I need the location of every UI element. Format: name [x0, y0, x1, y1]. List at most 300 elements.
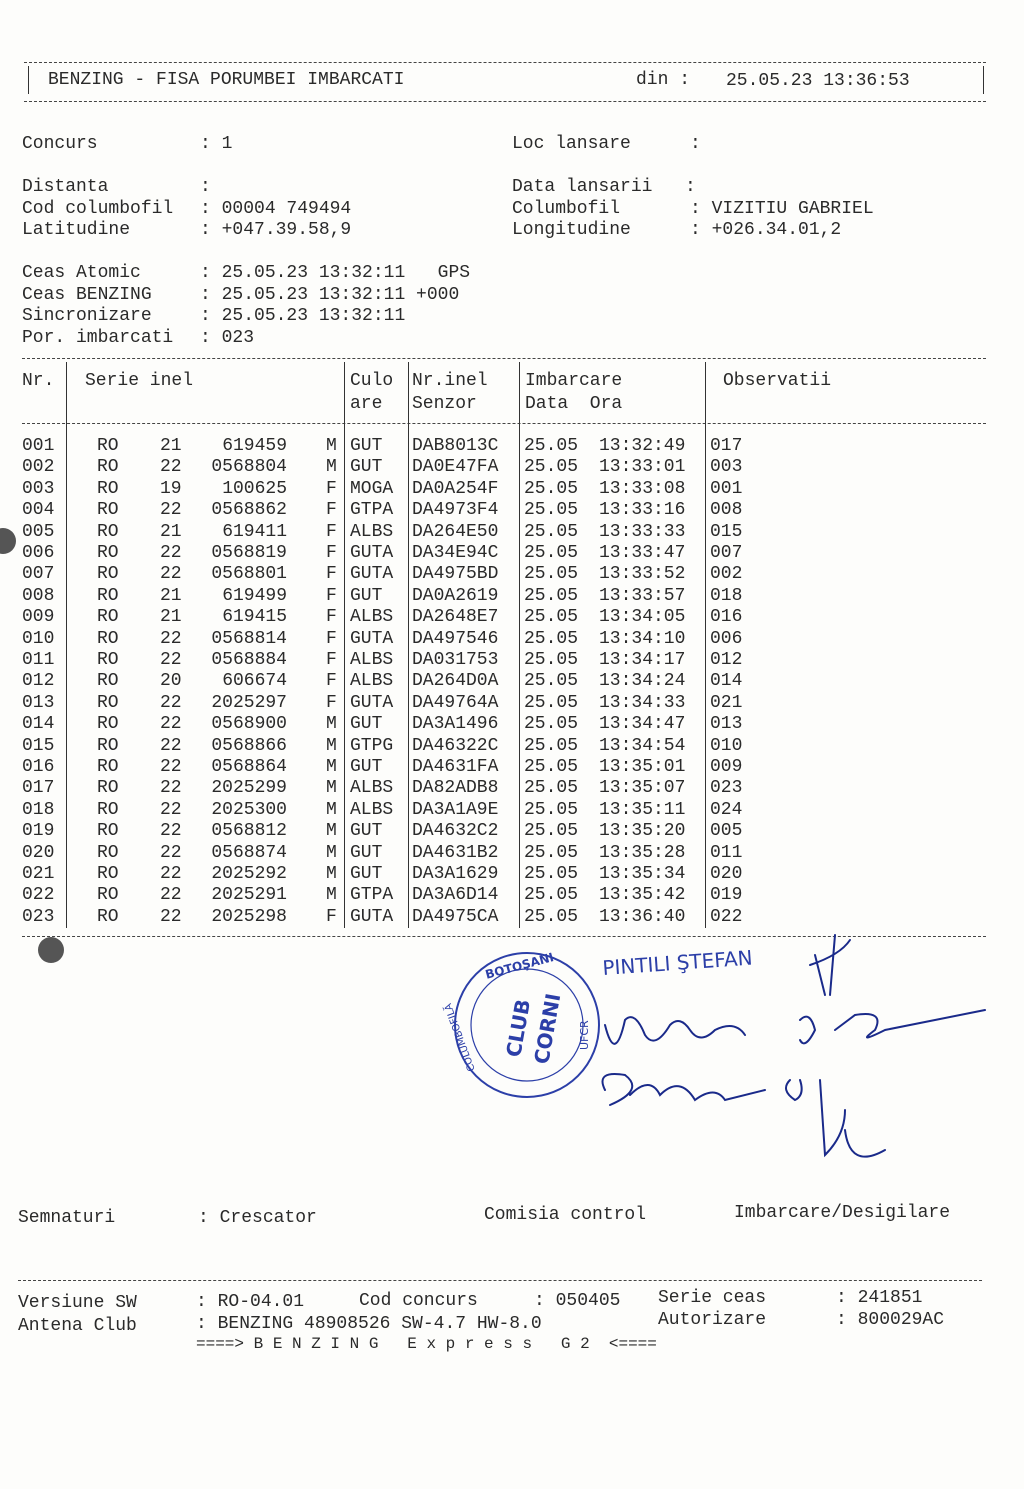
cell-year: 22	[160, 650, 182, 670]
cell-sensor: DA82ADB8	[412, 778, 499, 799]
sincronizare-label: Sincronizare	[22, 306, 152, 326]
table-row	[0, 864, 1024, 885]
cell-time: 13:33:57	[599, 585, 686, 606]
cell-observatii: 013	[710, 714, 743, 735]
concurs-label: Concurs	[22, 134, 98, 154]
cell-date: 25.05	[524, 778, 579, 799]
cell-color: GUT	[350, 585, 383, 606]
cell-nr: 014	[22, 714, 55, 735]
cell-sensor: DA3A6D14	[412, 885, 499, 906]
document-title: BENZING - FISA PORUMBEI IMBARCATI	[48, 70, 405, 90]
cell-year: 22	[160, 885, 182, 906]
cell-country: RO	[97, 799, 119, 820]
cell-ring-number: 2025300	[211, 799, 287, 820]
cell-observatii: 011	[710, 842, 743, 863]
din-label: din :	[636, 70, 691, 90]
cell-observatii: 003	[710, 457, 743, 478]
cell-sensor: DA4632C2	[412, 821, 499, 842]
cell-observatii: 008	[710, 500, 743, 521]
cell-country: RO	[97, 692, 119, 713]
cell-color: ALBS	[350, 607, 394, 628]
cell-nr: 002	[22, 457, 55, 478]
cell-ring-number: 0568900	[211, 714, 287, 735]
cell-country: RO	[97, 821, 119, 842]
cell-year: 20	[160, 671, 182, 692]
cell-sensor: DA2648E7	[412, 607, 499, 628]
cell-year: 21	[160, 521, 182, 542]
cell-ring-number: 619411	[222, 521, 287, 542]
cell-year: 21	[160, 436, 182, 456]
cell-time: 13:35:34	[599, 864, 686, 884]
cell-sensor: DA3A1496	[412, 714, 499, 735]
cell-year: 22	[160, 500, 182, 521]
cell-ring-number: 0568804	[211, 457, 287, 478]
table-row	[0, 736, 1024, 757]
cell-sex: M	[326, 799, 337, 820]
cell-sex: M	[326, 436, 337, 456]
cell-sex: M	[326, 842, 337, 863]
footer-rule	[18, 1280, 982, 1281]
cell-year: 22	[160, 864, 182, 884]
stamp-name-pintili: PINTILI ŞTEFAN	[601, 945, 754, 980]
cell-date: 25.05	[524, 714, 579, 735]
header-bottom-rule	[24, 101, 986, 102]
cell-nr: 012	[22, 671, 55, 692]
cell-sensor: DA0A2619	[412, 585, 499, 606]
table-row	[0, 629, 1024, 650]
por-imbarcati-label: Por. imbarcati	[22, 328, 174, 348]
cell-observatii: 014	[710, 671, 743, 692]
table-row	[0, 714, 1024, 735]
cell-ring-number: 100625	[222, 478, 287, 499]
cell-date: 25.05	[524, 735, 579, 756]
cell-country: RO	[97, 864, 119, 884]
cell-time: 13:34:47	[599, 714, 686, 735]
cell-color: GTPG	[350, 735, 394, 756]
cell-sex: M	[326, 864, 337, 884]
cod-concurs-label: Cod concurs	[359, 1291, 478, 1311]
cell-nr: 013	[22, 692, 55, 713]
table-row	[0, 586, 1024, 607]
cell-date: 25.05	[524, 671, 579, 692]
serie-ceas-value: 241851	[857, 1288, 923, 1308]
versiune-label: Versiune SW	[18, 1293, 137, 1313]
cell-year: 22	[160, 821, 182, 842]
cell-date: 25.05	[524, 478, 579, 499]
cell-sex: F	[326, 521, 337, 542]
cell-time: 13:32:49	[599, 436, 686, 456]
por-imbarcati-value: 023	[221, 328, 255, 348]
cell-year: 22	[160, 564, 182, 585]
cod-concurs-value: 050405	[555, 1291, 621, 1311]
cell-date: 25.05	[524, 885, 579, 906]
cell-year: 21	[160, 585, 182, 606]
cell-color: GUT	[350, 757, 383, 777]
cell-color: GUT	[350, 842, 383, 863]
cell-date: 25.05	[524, 436, 579, 456]
cell-sex: M	[326, 735, 337, 756]
cell-ring-number: 619415	[222, 607, 287, 628]
cell-year: 19	[160, 478, 182, 499]
signature-comisia-control: Comisia control	[484, 1205, 647, 1225]
signature-crescator: Crescator	[219, 1208, 317, 1228]
ceas-atomic-value: 25.05.23 13:32:11 GPS	[221, 263, 471, 283]
cell-observatii: 018	[710, 585, 743, 606]
cell-observatii: 002	[710, 564, 743, 585]
cell-sex: F	[326, 650, 337, 670]
cell-sex: F	[326, 585, 337, 606]
cell-country: RO	[97, 885, 119, 906]
cell-nr: 015	[22, 735, 55, 756]
cell-color: ALBS	[350, 799, 394, 820]
cell-country: RO	[97, 500, 119, 521]
table-row	[0, 821, 1024, 842]
cell-sex: M	[326, 778, 337, 799]
latitudine-label: Latitudine	[22, 220, 131, 240]
cell-observatii: 007	[710, 543, 743, 563]
cell-observatii: 020	[710, 864, 743, 884]
cell-ring-number: 2025292	[211, 864, 287, 884]
table-row	[0, 885, 1024, 906]
data-lansarii-label: Data lansarii	[512, 177, 653, 197]
cell-sex: F	[326, 906, 337, 927]
cell-date: 25.05	[524, 864, 579, 884]
cell-country: RO	[97, 628, 119, 649]
table-row	[0, 436, 1024, 457]
cell-observatii: 019	[710, 885, 743, 906]
stamp-text-corni: CORNI	[529, 991, 566, 1066]
col-header-culoare: Culo	[350, 371, 394, 391]
cell-sensor: DA264D0A	[412, 671, 499, 692]
cell-date: 25.05	[524, 607, 579, 628]
cell-color: ALBS	[350, 521, 394, 542]
cell-color: GUTA	[350, 692, 394, 713]
cell-sensor: DA0E47FA	[412, 457, 499, 478]
signatures-label: Semnaturi	[18, 1208, 116, 1228]
cell-time: 13:34:24	[599, 671, 686, 692]
cell-time: 13:34:10	[599, 628, 686, 649]
cell-time: 13:33:08	[599, 478, 686, 499]
cell-observatii: 005	[710, 821, 743, 842]
punch-hole	[38, 937, 64, 963]
cell-color: GUT	[350, 864, 383, 884]
cell-sensor: DA264E50	[412, 521, 499, 542]
cell-observatii: 024	[710, 799, 743, 820]
cell-time: 13:35:07	[599, 778, 686, 799]
cell-color: GTPA	[350, 500, 394, 521]
cell-year: 22	[160, 778, 182, 799]
cell-nr: 019	[22, 821, 55, 842]
cell-sensor: DA46322C	[412, 735, 499, 756]
stamp-text-top: BOTOŞANI	[483, 950, 556, 982]
cell-nr: 004	[22, 500, 55, 521]
table-row	[0, 843, 1024, 864]
cell-sensor: DA4631B2	[412, 842, 499, 863]
cell-color: GUTA	[350, 906, 394, 927]
cell-nr: 005	[22, 521, 55, 542]
autorizare-value: 800029AC	[857, 1310, 945, 1330]
cell-time: 13:34:17	[599, 650, 686, 670]
cell-sensor: DA0A254F	[412, 478, 499, 499]
cell-time: 13:33:52	[599, 564, 686, 585]
cell-country: RO	[97, 478, 119, 499]
cell-country: RO	[97, 436, 119, 456]
cell-sex: F	[326, 478, 337, 499]
cell-nr: 009	[22, 607, 55, 628]
cell-date: 25.05	[524, 692, 579, 713]
cell-year: 22	[160, 714, 182, 735]
cell-sex: M	[326, 714, 337, 735]
cell-date: 25.05	[524, 628, 579, 649]
cell-observatii: 010	[710, 735, 743, 756]
cell-color: MOGA	[350, 478, 394, 499]
cell-observatii: 016	[710, 607, 743, 628]
cell-date: 25.05	[524, 650, 579, 670]
table-row	[0, 757, 1024, 778]
cell-observatii: 009	[710, 757, 743, 777]
cell-sex: F	[326, 564, 337, 585]
cell-country: RO	[97, 757, 119, 777]
cell-sex: F	[326, 607, 337, 628]
cell-sensor: DA3A1A9E	[412, 799, 499, 820]
header-right-border	[983, 66, 984, 94]
cell-year: 22	[160, 842, 182, 863]
cell-sex: F	[326, 500, 337, 521]
concurs-value: 1	[221, 134, 233, 154]
header-top-rule	[24, 62, 986, 63]
cell-time: 13:35:28	[599, 842, 686, 863]
table-row	[0, 522, 1024, 543]
cell-sensor: DA3A1629	[412, 864, 499, 884]
col-header-data-ora: Data Ora	[525, 394, 623, 414]
cell-observatii: 023	[710, 778, 743, 799]
cell-nr: 011	[22, 650, 55, 670]
cell-ring-number: 2025291	[211, 885, 287, 906]
cell-country: RO	[97, 521, 119, 542]
cell-nr: 020	[22, 842, 55, 863]
cell-ring-number: 2025297	[211, 692, 287, 713]
cell-nr: 010	[22, 628, 55, 649]
cell-ring-number: 0568812	[211, 821, 287, 842]
versiune-value: RO-04.01	[217, 1292, 305, 1312]
cell-time: 13:34:05	[599, 607, 686, 628]
longitudine-label: Longitudine	[512, 220, 631, 240]
cell-year: 22	[160, 457, 182, 478]
cell-sex: F	[326, 692, 337, 713]
stamp-text-left: COLUMBOFILĂ	[443, 1001, 478, 1073]
cell-observatii: 022	[710, 906, 743, 927]
cell-year: 22	[160, 735, 182, 756]
cell-time: 13:33:47	[599, 543, 686, 563]
cell-ring-number: 0568864	[211, 757, 287, 777]
table-row	[0, 564, 1024, 585]
cell-nr: 018	[22, 799, 55, 820]
print-datetime: 25.05.23 13:36:53	[726, 71, 910, 91]
cell-color: ALBS	[350, 778, 394, 799]
cell-ring-number: 2025298	[211, 906, 287, 927]
cell-date: 25.05	[524, 842, 579, 863]
cell-time: 13:35:01	[599, 757, 686, 777]
ceas-atomic-label: Ceas Atomic	[22, 263, 141, 283]
cell-country: RO	[97, 564, 119, 585]
table-row	[0, 543, 1024, 564]
cell-sensor: DA4975CA	[412, 906, 499, 927]
cell-year: 22	[160, 692, 182, 713]
col-header-culoare-2: are	[350, 394, 383, 414]
table-row	[0, 650, 1024, 671]
cell-country: RO	[97, 714, 119, 735]
cell-nr: 021	[22, 864, 55, 884]
cell-time: 13:36:40	[599, 906, 686, 927]
distanta-label: Distanta	[22, 177, 109, 197]
stamp-text-right: UFCR	[578, 1020, 591, 1050]
cell-year: 22	[160, 906, 182, 927]
cell-time: 13:34:54	[599, 735, 686, 756]
table-row	[0, 479, 1024, 500]
cell-ring-number: 0568819	[211, 543, 287, 563]
cell-date: 25.05	[524, 757, 579, 777]
cell-sensor: DA031753	[412, 650, 499, 670]
autorizare-label: Autorizare	[658, 1310, 767, 1330]
serie-ceas-label: Serie ceas	[658, 1288, 767, 1308]
cell-date: 25.05	[524, 585, 579, 606]
cell-year: 22	[160, 543, 182, 563]
cell-sensor: DA497546	[412, 628, 499, 649]
antena-value: BENZING 48908526 SW-4.7 HW-8.0	[217, 1314, 542, 1334]
cell-ring-number: 606674	[222, 671, 287, 692]
cell-color: GUTA	[350, 543, 394, 563]
col-header-observatii: Observatii	[723, 371, 832, 391]
loc-lansare-label: Loc lansare	[512, 134, 631, 154]
cell-observatii: 015	[710, 521, 743, 542]
col-header-nr: Nr.	[22, 371, 55, 391]
cell-nr: 017	[22, 778, 55, 799]
cell-color: GUT	[350, 714, 383, 735]
cell-time: 13:33:01	[599, 457, 686, 478]
cell-nr: 001	[22, 436, 55, 456]
columbofil-label: Columbofil	[512, 199, 621, 219]
cell-sensor: DA49764A	[412, 692, 499, 713]
cell-country: RO	[97, 650, 119, 670]
cell-nr: 022	[22, 885, 55, 906]
cell-nr: 008	[22, 585, 55, 606]
cell-country: RO	[97, 585, 119, 606]
cell-observatii: 012	[710, 650, 743, 670]
cell-nr: 023	[22, 906, 55, 927]
cell-country: RO	[97, 906, 119, 927]
col-header-senzor: Senzor	[412, 394, 477, 414]
cell-ring-number: 619459	[222, 436, 287, 456]
cell-sensor: DAB8013C	[412, 436, 499, 456]
latitudine-value: +047.39.58,9	[221, 220, 352, 240]
cell-ring-number: 619499	[222, 585, 287, 606]
cell-date: 25.05	[524, 543, 579, 563]
cell-date: 25.05	[524, 821, 579, 842]
cell-nr: 003	[22, 478, 55, 499]
cell-nr: 016	[22, 757, 55, 777]
cell-date: 25.05	[524, 799, 579, 820]
cell-sex: M	[326, 457, 337, 478]
cell-time: 13:35:42	[599, 885, 686, 906]
table-row	[0, 671, 1024, 692]
cod-columbofil-value: 00004 749494	[221, 199, 352, 219]
cell-time: 13:34:33	[599, 692, 686, 713]
cell-sex: F	[326, 543, 337, 563]
cell-color: GUT	[350, 821, 383, 842]
longitudine-value: +026.34.01,2	[711, 220, 842, 240]
cell-sex: F	[326, 671, 337, 692]
cell-color: GUTA	[350, 628, 394, 649]
table-row	[0, 800, 1024, 821]
cell-observatii: 006	[710, 628, 743, 649]
cell-country: RO	[97, 671, 119, 692]
cell-time: 13:33:33	[599, 521, 686, 542]
cell-sex: M	[326, 757, 337, 777]
col-header-serie: Serie inel	[85, 371, 194, 391]
cell-year: 22	[160, 799, 182, 820]
header-left-border	[28, 66, 29, 94]
cell-sensor: DA4631FA	[412, 757, 499, 777]
cell-color: GTPA	[350, 885, 394, 906]
cell-date: 25.05	[524, 564, 579, 585]
cell-ring-number: 0568814	[211, 628, 287, 649]
col-header-imbarcare: Imbarcare	[525, 371, 623, 391]
cell-sensor: DA4973F4	[412, 500, 499, 521]
cell-sensor: DA34E94C	[412, 543, 499, 563]
antena-label: Antena Club	[18, 1316, 137, 1336]
cell-time: 13:35:11	[599, 799, 686, 820]
cell-ring-number: 0568862	[211, 500, 287, 521]
cod-columbofil-label: Cod columbofil	[22, 199, 174, 219]
cell-color: ALBS	[350, 650, 394, 670]
stamp-and-signatures	[440, 930, 1000, 1180]
table-row	[0, 457, 1024, 478]
cell-year: 22	[160, 757, 182, 777]
cell-nr: 006	[22, 543, 55, 563]
cell-time: 13:33:16	[599, 500, 686, 521]
cell-country: RO	[97, 607, 119, 628]
cell-country: RO	[97, 842, 119, 863]
cell-nr: 007	[22, 564, 55, 585]
cell-date: 25.05	[524, 457, 579, 478]
signature-imbarcare-desigilare: Imbarcare/Desigilare	[734, 1203, 951, 1223]
table-row	[0, 907, 1024, 928]
cell-ring-number: 0568884	[211, 650, 287, 670]
cell-observatii: 001	[710, 478, 743, 499]
cell-color: GUTA	[350, 564, 394, 585]
cell-country: RO	[97, 778, 119, 799]
cell-country: RO	[97, 543, 119, 563]
cell-year: 21	[160, 607, 182, 628]
cell-date: 25.05	[524, 906, 579, 927]
cell-color: GUT	[350, 457, 383, 478]
header-separator-rule	[22, 423, 986, 424]
cell-color: ALBS	[350, 671, 394, 692]
table-row	[0, 500, 1024, 521]
benzing-banner: ====> B E N Z I N G E x p r e s s G 2 <====	[196, 1335, 657, 1353]
table-top-rule	[22, 358, 986, 359]
cell-time: 13:35:20	[599, 821, 686, 842]
cell-country: RO	[97, 735, 119, 756]
sincronizare-value: 25.05.23 13:32:11	[221, 306, 406, 326]
cell-year: 22	[160, 628, 182, 649]
ceas-benzing-label: Ceas BENZING	[22, 285, 152, 305]
cell-date: 25.05	[524, 500, 579, 521]
cell-ring-number: 0568866	[211, 735, 287, 756]
cell-sex: M	[326, 885, 337, 906]
cell-observatii: 021	[710, 692, 743, 713]
cell-ring-number: 2025299	[211, 778, 287, 799]
